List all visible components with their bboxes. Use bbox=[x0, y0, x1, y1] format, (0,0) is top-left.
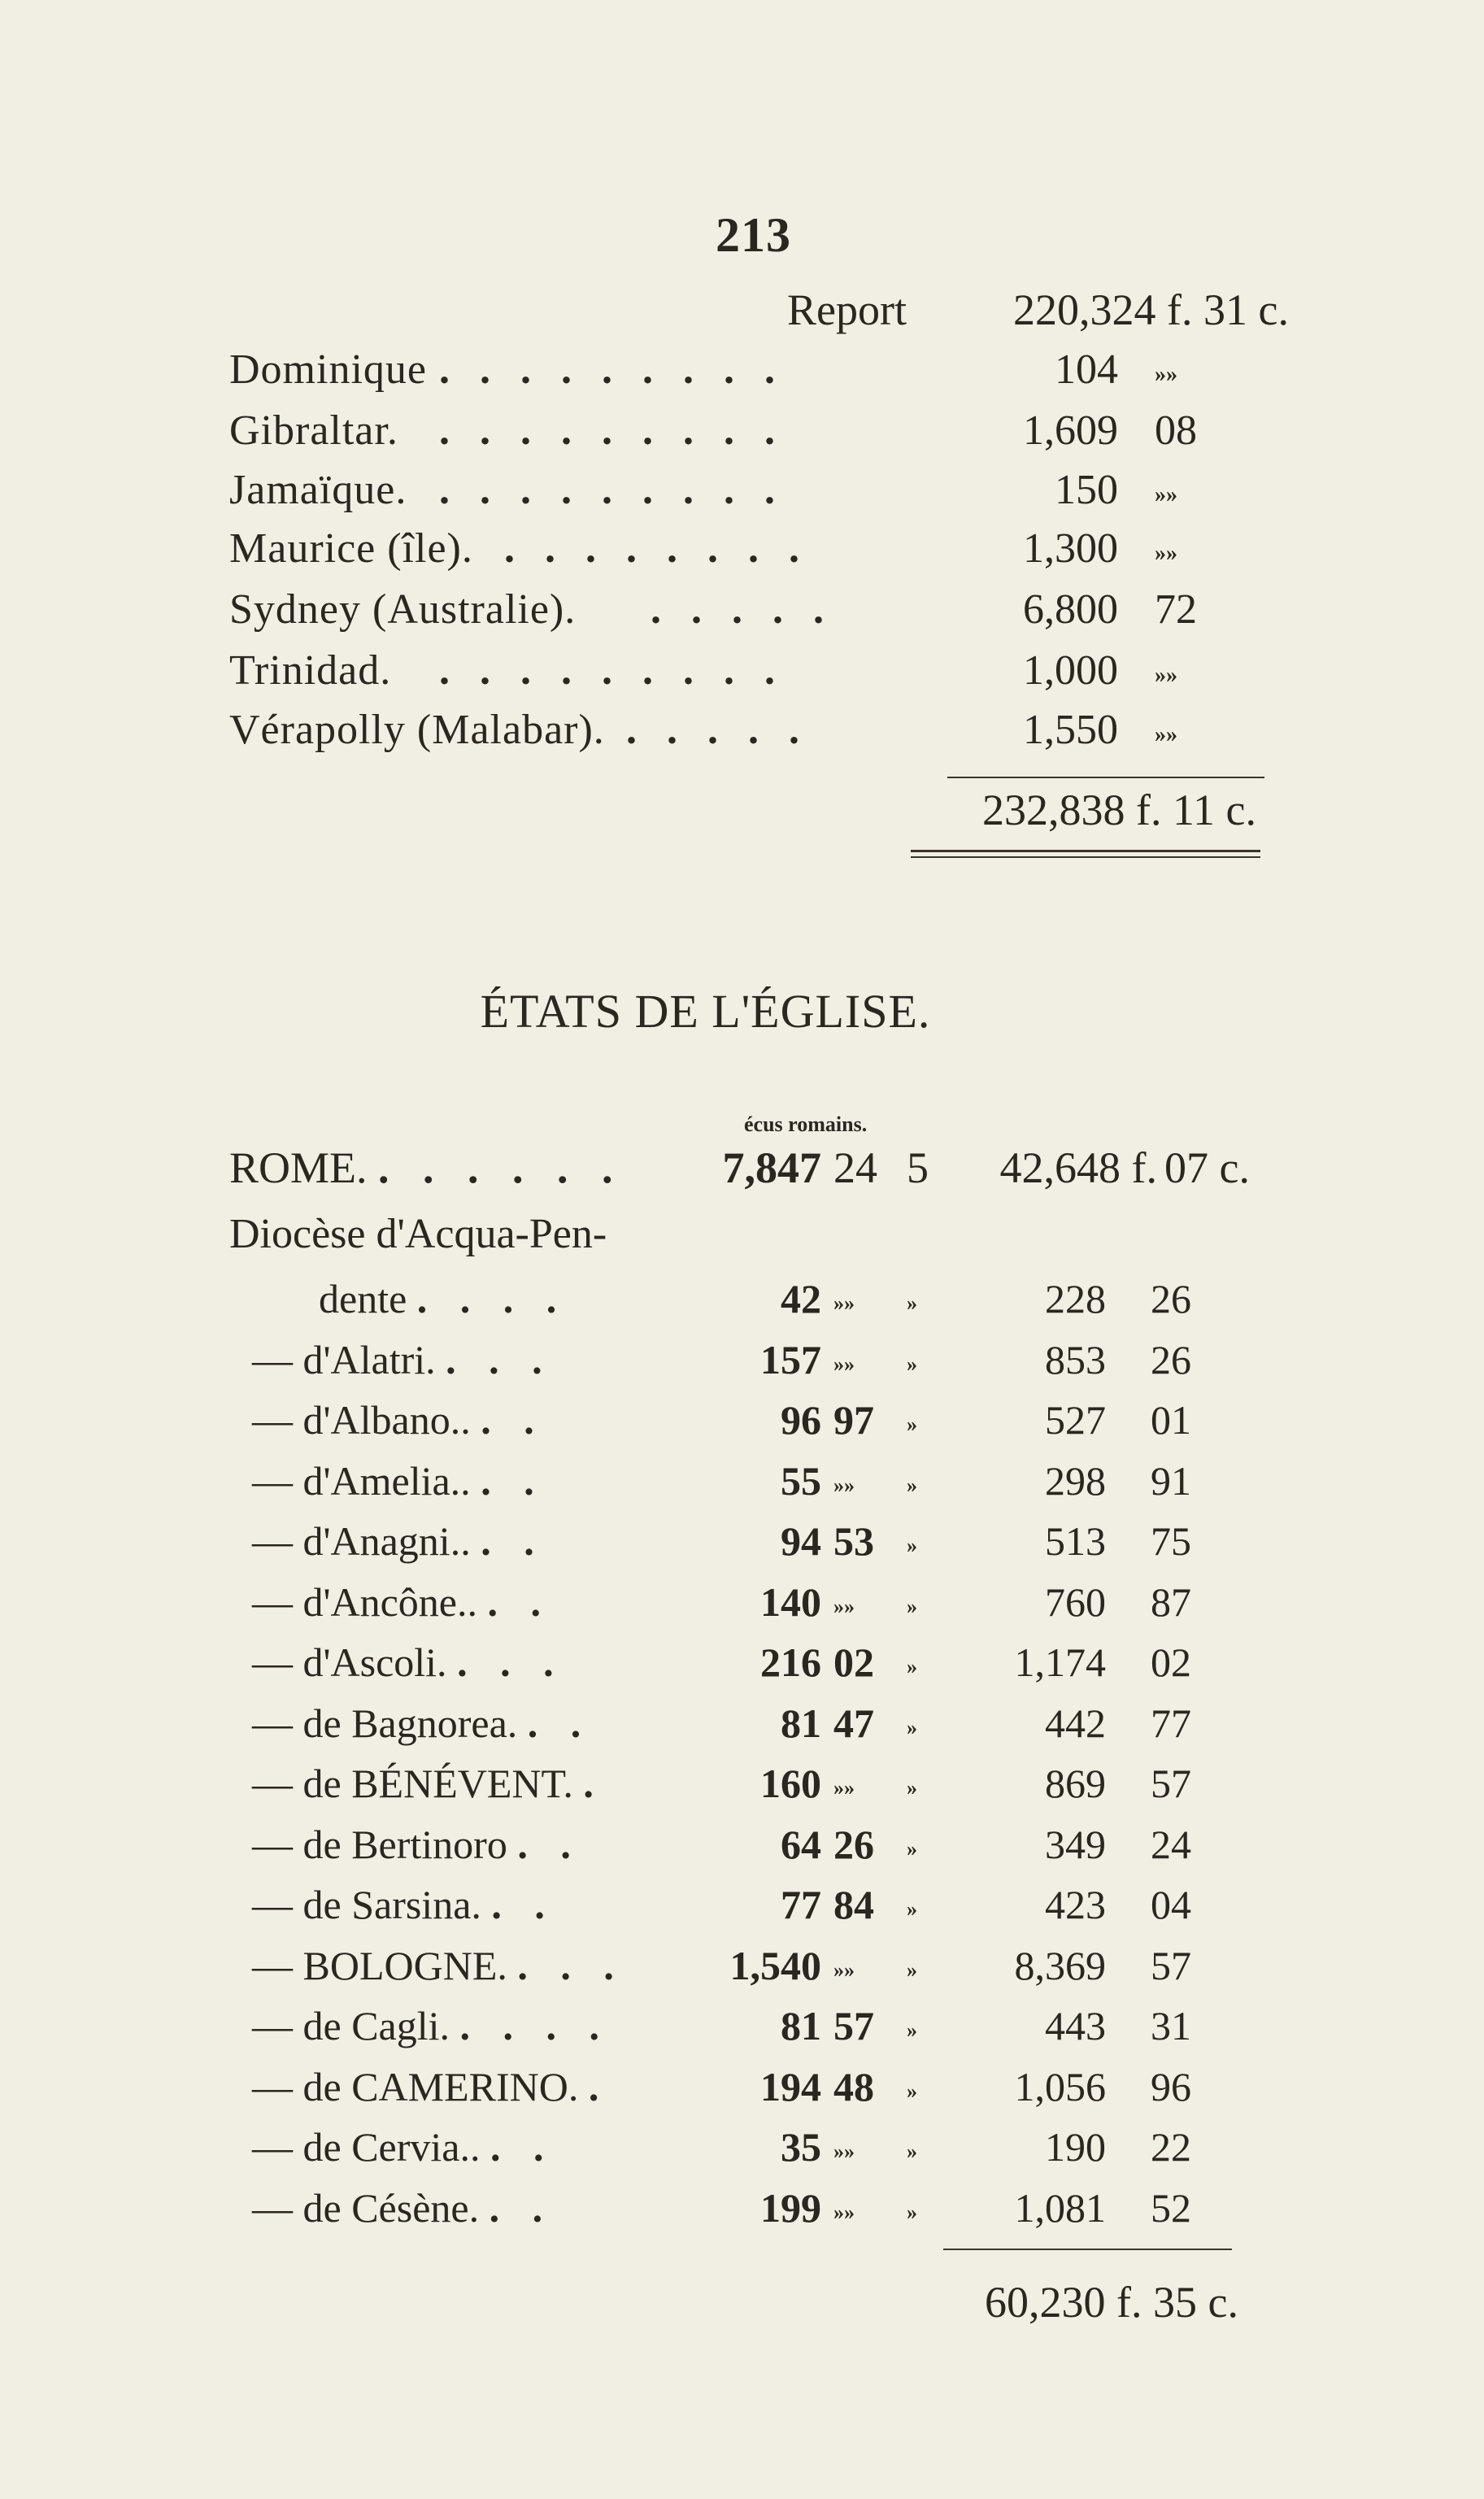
row-ecus: 199 bbox=[760, 2185, 821, 2231]
row-sb: »» bbox=[833, 1958, 855, 1982]
double-rule-2 bbox=[911, 856, 1260, 858]
row-name-text: — d'Alatri. bbox=[252, 1337, 436, 1382]
row-francs: 527 bbox=[1045, 1397, 1106, 1443]
section2-row bbox=[0, 1760, 1484, 1817]
row-name-text: dente bbox=[319, 1276, 407, 1321]
row-cents: 08 bbox=[1155, 407, 1197, 454]
row-name bbox=[252, 2063, 610, 2110]
section1-row bbox=[0, 647, 1484, 703]
row-name: Vérapolly (Malabar). bbox=[229, 707, 605, 753]
row-cents: 77 bbox=[1151, 1700, 1191, 1746]
row-name: Maurice (île). bbox=[229, 525, 473, 572]
row-dn: » bbox=[907, 1837, 917, 1861]
row-dn: » bbox=[907, 2201, 917, 2224]
row-dn: » bbox=[907, 2140, 917, 2163]
section2-row bbox=[0, 2184, 1484, 2241]
section2-row bbox=[0, 1336, 1484, 1393]
row-francs: 228 bbox=[1045, 1276, 1106, 1321]
row-dn: » bbox=[907, 1958, 917, 1982]
row-name: Sydney (Australie). bbox=[229, 586, 577, 633]
row-ecus: 1,540 bbox=[729, 1943, 821, 1988]
diocese-label: Diocèse d'Acqua-Pen- bbox=[229, 1211, 607, 1257]
row-cents: 57 bbox=[1151, 1943, 1191, 1988]
double-rule-1 bbox=[911, 850, 1260, 852]
row-cents: »» bbox=[1155, 722, 1177, 747]
row-name bbox=[252, 1821, 582, 1868]
rome-name bbox=[229, 1143, 624, 1193]
column-header-ecus: écus romains. bbox=[744, 1112, 868, 1136]
row-sb: »» bbox=[833, 2201, 855, 2224]
row-cents: 22 bbox=[1151, 2124, 1191, 2170]
row-dn: » bbox=[907, 1352, 917, 1376]
row-francs: 442 bbox=[1045, 1700, 1106, 1746]
row-francs: 298 bbox=[1045, 1458, 1106, 1504]
row-francs: 443 bbox=[1045, 2003, 1106, 2048]
section2-row bbox=[0, 1639, 1484, 1696]
rome-francs: 42,648 f. bbox=[999, 1143, 1157, 1192]
row-name: Gibraltar. bbox=[229, 407, 398, 454]
total2-rule bbox=[943, 2249, 1232, 2250]
row-ecus: 94 bbox=[781, 1518, 821, 1564]
row-sb: »» bbox=[833, 1595, 855, 1618]
row-ecus: 160 bbox=[760, 1761, 821, 1806]
section1-row bbox=[0, 706, 1484, 763]
row-francs: 760 bbox=[1045, 1579, 1106, 1625]
section1-row bbox=[0, 525, 1484, 581]
row-name-text: — de Bertinoro bbox=[252, 1822, 507, 1867]
row-francs: 513 bbox=[1045, 1518, 1106, 1564]
section1-row bbox=[0, 586, 1484, 642]
row-dn: » bbox=[907, 2079, 917, 2103]
total-rule-top bbox=[947, 777, 1264, 778]
row-dn: » bbox=[907, 1534, 917, 1557]
leader-dots: . . bbox=[481, 1397, 546, 1443]
row-ecus: 216 bbox=[760, 1639, 821, 1685]
row-francs: 1,056 bbox=[1014, 2064, 1106, 2109]
leader-dots: . . . . . . . . . bbox=[439, 346, 785, 393]
leader-dots: . . . . . . . . . bbox=[439, 647, 785, 694]
leader-dots: . . bbox=[481, 1458, 546, 1504]
row-name-text: — de Cagli. bbox=[252, 2003, 450, 2048]
row-cents: 31 bbox=[1151, 2003, 1191, 2048]
section2-row bbox=[0, 1457, 1484, 1514]
row-sb: 57 bbox=[833, 2003, 874, 2048]
row-ecus: 42 bbox=[781, 1276, 821, 1321]
row-name bbox=[252, 1578, 552, 1626]
leader-dots: . . bbox=[517, 1822, 582, 1867]
row-sb: 84 bbox=[833, 1882, 874, 1927]
page-number: 213 bbox=[716, 208, 791, 262]
row-name-text: — d'Ancône.. bbox=[252, 1579, 478, 1625]
row-name bbox=[252, 2184, 554, 2231]
rome-dots: . . . . . . bbox=[378, 1143, 624, 1192]
section1-row bbox=[0, 407, 1484, 464]
row-name bbox=[252, 1457, 546, 1504]
row-ecus: 81 bbox=[781, 1700, 821, 1746]
rome-row bbox=[0, 1143, 1484, 1199]
row-ecus: 77 bbox=[781, 1882, 821, 1927]
row-ecus: 96 bbox=[781, 1397, 821, 1443]
row-name: Jamaïque. bbox=[229, 467, 407, 513]
row-cents: »» bbox=[1155, 482, 1177, 507]
row-name-text: — de Césène. bbox=[252, 2185, 480, 2231]
row-name bbox=[252, 1517, 546, 1565]
leader-dots: . bbox=[583, 1761, 605, 1806]
leader-dots: . . . bbox=[517, 1943, 625, 1988]
diocese-label-row bbox=[0, 1210, 1484, 1267]
row-cents: 72 bbox=[1155, 586, 1197, 633]
leader-dots: . bbox=[588, 2064, 611, 2109]
section2-row bbox=[0, 1396, 1484, 1453]
row-sb: 97 bbox=[833, 1397, 874, 1443]
leader-dots: . . bbox=[487, 1579, 553, 1625]
row-francs: 1,300 bbox=[1023, 525, 1118, 572]
section2-row bbox=[0, 1821, 1484, 1878]
row-francs: 1,609 bbox=[1023, 407, 1118, 454]
row-sb: 47 bbox=[833, 1700, 874, 1746]
row-name-text: — d'Albano.. bbox=[252, 1397, 471, 1443]
row-sb: 53 bbox=[833, 1518, 874, 1564]
row-francs: 349 bbox=[1045, 1822, 1106, 1867]
section2-row bbox=[0, 1578, 1484, 1635]
row-cents: 91 bbox=[1151, 1458, 1191, 1504]
row-cents: 26 bbox=[1151, 1276, 1191, 1321]
rome-dn: 5 bbox=[907, 1143, 929, 1192]
row-name-text: — de Sarsina. bbox=[252, 1882, 481, 1927]
row-ecus: 140 bbox=[760, 1579, 821, 1625]
leader-dots: . . . . bbox=[416, 1276, 568, 1321]
row-francs: 1,000 bbox=[1023, 647, 1118, 694]
section2-row bbox=[0, 2063, 1484, 2120]
row-dn: » bbox=[907, 1776, 917, 1800]
section2-row bbox=[0, 1700, 1484, 1757]
rome-cents: 07 c. bbox=[1164, 1143, 1250, 1192]
leader-dots: . . bbox=[489, 2185, 555, 2231]
rome-sb: 24 bbox=[833, 1143, 877, 1192]
leader-dots: . . . . . bbox=[626, 707, 809, 753]
row-ecus: 194 bbox=[760, 2064, 821, 2109]
row-cents: 96 bbox=[1151, 2064, 1191, 2109]
section2-row bbox=[0, 1881, 1484, 1938]
leader-dots: . . . bbox=[457, 1639, 565, 1685]
row-sb: 26 bbox=[833, 1822, 874, 1867]
row-sb: »» bbox=[833, 2140, 855, 2163]
row-francs: 150 bbox=[1055, 467, 1118, 513]
row-name-text: — d'Amelia.. bbox=[252, 1458, 471, 1504]
leader-dots: . . . bbox=[446, 1337, 554, 1382]
row-dn: » bbox=[907, 1413, 917, 1436]
row-francs: 6,800 bbox=[1023, 586, 1118, 633]
row-cents: 57 bbox=[1151, 1761, 1191, 1806]
row-dn: » bbox=[907, 1655, 917, 1678]
row-cents: 87 bbox=[1151, 1579, 1191, 1625]
row-ecus: 35 bbox=[781, 2124, 821, 2170]
row-cents: »» bbox=[1155, 663, 1177, 688]
row-name bbox=[252, 1336, 554, 1383]
row-sb: 48 bbox=[833, 2064, 874, 2109]
leader-dots: . . . . . . . . . bbox=[439, 407, 785, 454]
leader-dots: . . . . bbox=[459, 2003, 611, 2048]
row-ecus: 81 bbox=[781, 2003, 821, 2048]
row-sb: »» bbox=[833, 1352, 855, 1376]
section1-total: 232,838 f. 11 c. bbox=[982, 786, 1256, 834]
row-name bbox=[252, 2002, 611, 2049]
row-name-text: — de Cervia.. bbox=[252, 2124, 481, 2170]
row-cents: 24 bbox=[1151, 1822, 1191, 1867]
leader-dots: . . bbox=[527, 1700, 593, 1746]
row-cents: 26 bbox=[1151, 1337, 1191, 1382]
row-name-text: — de Bagnorea. bbox=[252, 1700, 518, 1746]
row-francs: 853 bbox=[1045, 1337, 1106, 1382]
section2-row bbox=[0, 1942, 1484, 1999]
leader-dots: . . . . . . . . bbox=[504, 525, 809, 572]
report-value: 220,324 f. 31 c. bbox=[1013, 285, 1289, 334]
row-francs: 104 bbox=[1055, 346, 1118, 393]
section2-row bbox=[0, 2002, 1484, 2059]
row-cents: 04 bbox=[1151, 1882, 1191, 1927]
row-cents: »» bbox=[1155, 362, 1177, 387]
row-name-text: — BOLOGNE. bbox=[252, 1943, 507, 1988]
row-name bbox=[252, 1700, 592, 1747]
leader-dots: . . bbox=[481, 1518, 546, 1564]
row-ecus: 55 bbox=[781, 1458, 821, 1504]
row-name bbox=[252, 1396, 546, 1443]
row-cents: 02 bbox=[1151, 1639, 1191, 1685]
row-name-text: — d'Anagni.. bbox=[252, 1518, 471, 1564]
row-dn: » bbox=[907, 1291, 917, 1315]
leader-dots: . . bbox=[491, 1882, 556, 1927]
row-dn: » bbox=[907, 1595, 917, 1618]
row-dn: » bbox=[907, 1897, 917, 1921]
row-francs: 423 bbox=[1045, 1882, 1106, 1927]
row-name bbox=[252, 2123, 555, 2170]
row-name bbox=[252, 1881, 556, 1928]
leader-dots: . . bbox=[490, 2124, 555, 2170]
row-francs: 1,550 bbox=[1023, 707, 1118, 753]
row-name-text: — de CAMERINO. bbox=[252, 2064, 579, 2109]
section-title: ÉTATS DE L'ÉGLISE. bbox=[480, 985, 931, 1038]
report-label: Report bbox=[787, 285, 907, 334]
row-name bbox=[252, 1942, 625, 1989]
row-ecus: 64 bbox=[781, 1822, 821, 1867]
section2-row bbox=[0, 1275, 1484, 1332]
row-sb: »» bbox=[833, 1291, 855, 1315]
row-cents: 01 bbox=[1151, 1397, 1191, 1443]
row-name-text: — d'Ascoli. bbox=[252, 1639, 447, 1685]
section1-row bbox=[0, 466, 1484, 523]
row-cents: 75 bbox=[1151, 1518, 1191, 1564]
row-francs: 1,081 bbox=[1014, 2185, 1106, 2231]
rome-name-text: ROME. bbox=[229, 1143, 368, 1192]
row-name bbox=[319, 1275, 568, 1322]
row-dn: » bbox=[907, 2018, 917, 2042]
leader-dots: . . . . . . . . . bbox=[439, 467, 785, 513]
row-cents: 52 bbox=[1151, 2185, 1191, 2231]
row-francs: 8,369 bbox=[1014, 1943, 1106, 1988]
row-dn: » bbox=[907, 1716, 917, 1739]
rome-ecus: 7,847 bbox=[722, 1143, 821, 1192]
section2-row bbox=[0, 2123, 1484, 2180]
section1-row bbox=[0, 346, 1484, 403]
row-sb: 02 bbox=[833, 1639, 874, 1685]
row-sb: »» bbox=[833, 1474, 855, 1497]
row-francs: 869 bbox=[1045, 1761, 1106, 1806]
leader-dots: . . . . . bbox=[651, 586, 833, 633]
row-name bbox=[252, 1760, 605, 1807]
row-dn: » bbox=[907, 1474, 917, 1497]
row-name bbox=[252, 1639, 565, 1686]
row-sb: »» bbox=[833, 1776, 855, 1800]
row-francs: 190 bbox=[1045, 2124, 1106, 2170]
row-cents: »» bbox=[1155, 541, 1177, 566]
row-name-text: — de BÉNÉVENT. bbox=[252, 1761, 573, 1806]
row-ecus: 157 bbox=[760, 1337, 821, 1382]
section2-row bbox=[0, 1517, 1484, 1574]
row-name: Dominique bbox=[229, 346, 427, 393]
section2-total: 60,230 f. 35 c. bbox=[985, 2278, 1238, 2327]
row-francs: 1,174 bbox=[1014, 1639, 1106, 1685]
row-name: Trinidad. bbox=[229, 647, 392, 694]
